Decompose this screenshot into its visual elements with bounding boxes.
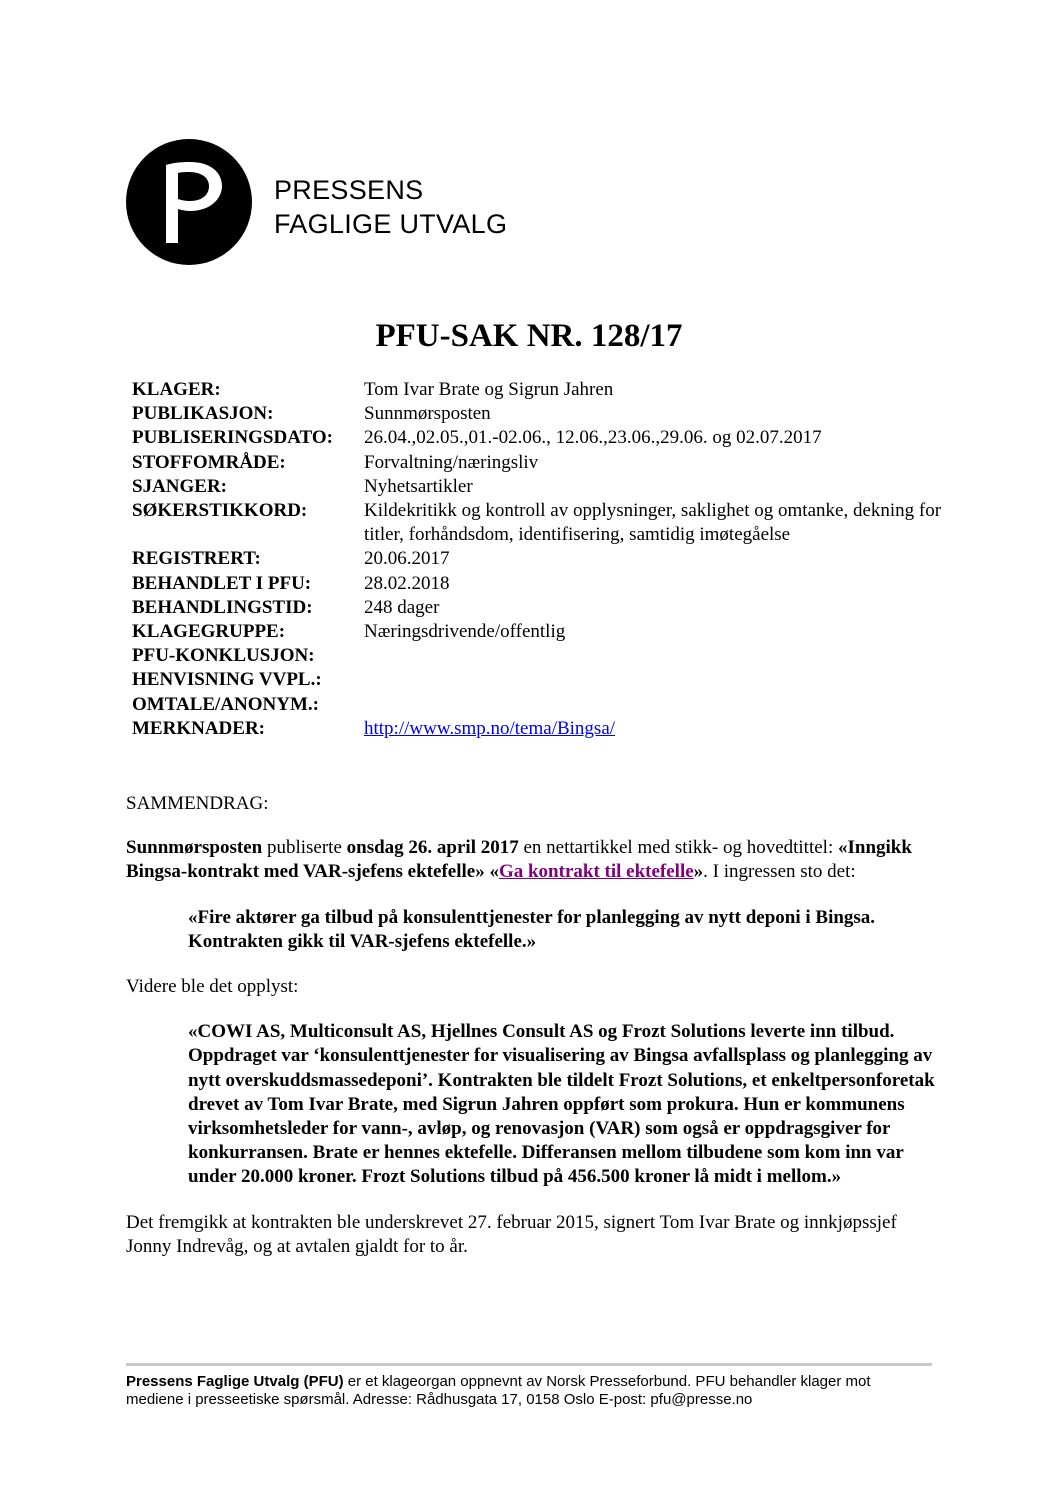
article-title-link[interactable]: Ga kontrakt til ektefelle <box>498 861 694 883</box>
meta-value: Nyhetsartikler <box>364 475 473 497</box>
pfu-p-logo-icon <box>126 139 252 265</box>
meta-row-publiseringsdato <box>132 426 952 450</box>
meta-value: 20.06.2017 <box>364 548 450 570</box>
footer-text: er et klageorgan oppnevnt av Norsk Presseforbund. PFU behandler klager mot mediene i presseetiske spørsmål. Adresse: Rådhusgata 17, 0158 Oslo E-post: pfu@presse.no <box>126 1373 871 1408</box>
article-headline: «Inngikk Bingsa-kontrakt med VAR-sjefens ektefelle» <box>126 837 912 883</box>
meta-row-merknader <box>132 717 952 741</box>
meta-value <box>364 717 952 741</box>
text-run: en nettartikkel med stikk- og hovedtittel: <box>518 837 838 859</box>
logo-wordmark <box>274 173 507 241</box>
meta-value <box>364 668 952 692</box>
block-quote-2: «COWI AS, Multiconsult AS, Hjellnes Consult AS og Frozt Solutions leverte inn tilbud. Oppdraget var ‘konsulenttjenester for visualisering av Bingsa avfallsplass og planlegging av nytt overskuddsmassedeponi’. Kontrakten ble tildelt Frozt Solutions, et enkeltpersonforetak drevet av Tom Ivar Brate, med Sigrun Jahren oppført som prokura. Hun er kommunens virksomhetsleder for vann-, avløp, og renovasjon (VAR) som også er oppdragsgiver for konkurransen. Brate er hennes ektefelle. Differansen mellom tilbudene som kom inn var under 20.000 kroner. Frozt Solutions tilbud på 456.500 kroner lå midt i mellom.» <box>188 1021 935 1188</box>
meta-value: Næringsdrivende/offentlig <box>364 621 566 643</box>
meta-row-klagegruppe <box>132 620 952 644</box>
document-body <box>126 792 936 1280</box>
summary-paragraph-3: Det fremgikk at kontrakten ble underskrevet 27. februar 2015, signert Tom Ivar Brate og innkjøpssjef Jonny Indrevåg, og at avtalen gjaldt for to år. <box>126 1211 897 1257</box>
meta-row-sokerstikkord <box>132 499 952 547</box>
meta-row-omtale <box>132 693 952 717</box>
case-metadata <box>132 378 952 741</box>
text-run: . I ingressen sto det: <box>703 861 856 883</box>
meta-row-stoffomrade <box>132 451 952 475</box>
meta-key: HENVISNING VVPL.: <box>132 669 322 691</box>
publication-name: Sunnmørsposten <box>126 837 263 859</box>
summary-paragraph-2: Videre ble det opplyst: <box>126 976 299 998</box>
summary-paragraph-1 <box>126 836 936 884</box>
meta-value: Forvaltning/næringsliv <box>364 451 539 473</box>
meta-row-behandlet <box>132 572 952 596</box>
footer-divider <box>126 1363 932 1366</box>
meta-row-klager <box>132 378 952 402</box>
meta-value: Sunnmørsposten <box>364 403 491 425</box>
text-run: publiserte <box>262 837 347 859</box>
meta-value: Tom Ivar Brate og Sigrun Jahren <box>364 379 614 400</box>
block-quote-1: «Fire aktører ga tilbud på konsulenttjenester for planlegging av nytt deponi i Bingsa. Kontrakten gikk til VAR-sjefens ektefelle.» <box>188 906 876 952</box>
meta-value: 28.02.2018 <box>364 572 450 594</box>
quote-close: » <box>693 861 704 883</box>
meta-key: PUBLIKASJON: <box>132 403 274 425</box>
footer-org: Pressens Faglige Utvalg (PFU) <box>126 1373 344 1390</box>
meta-row-publikasjon <box>132 402 952 426</box>
section-heading: SAMMENDRAG: <box>126 793 269 814</box>
meta-key: SØKERSTIKKORD: <box>132 500 308 522</box>
meta-key: KLAGEGRUPPE: <box>132 621 286 643</box>
case-title: PFU-SAK NR. 128/17 <box>375 318 683 354</box>
meta-value: Kildekritikk og kontroll av opplysninger, saklighet og omtanke, dekning for titler, forhåndsdom, identifisering, samtidig imøtegåelse <box>364 500 942 546</box>
publish-date: onsdag 26. april 2017 <box>346 837 519 859</box>
meta-value: 248 dager <box>364 596 440 618</box>
meta-key: REGISTRERT: <box>132 548 261 570</box>
meta-row-behandlingstid <box>132 596 952 620</box>
meta-key: KLAGER: <box>132 379 221 400</box>
logo-line-1: PRESSENS <box>274 175 424 205</box>
meta-key: OMTALE/ANONYM.: <box>132 693 319 715</box>
meta-key: SJANGER: <box>132 475 228 497</box>
meta-value <box>364 644 952 668</box>
meta-key: MERKNADER: <box>132 717 265 739</box>
meta-key: PFU-KONKLUSJON: <box>132 645 315 667</box>
quote-open: « <box>489 861 499 883</box>
meta-row-registrert <box>132 547 952 571</box>
logo-line-2: FAGLIGE UTVALG <box>274 209 508 239</box>
meta-key: BEHANDLET I PFU: <box>132 572 312 594</box>
meta-row-konklusjon <box>132 644 952 668</box>
meta-key: PUBLISERINGSDATO: <box>132 427 333 449</box>
footer <box>126 1373 932 1409</box>
meta-row-sjanger <box>132 475 952 499</box>
meta-value: 26.04.,02.05.,01.-02.06., 12.06.,23.06.,29.06. og 02.07.2017 <box>364 427 822 449</box>
meta-row-henvisning <box>132 668 952 692</box>
meta-key: BEHANDLINGSTID: <box>132 596 313 618</box>
merknader-link[interactable]: http://www.smp.no/tema/Bingsa/ <box>364 717 616 739</box>
meta-value <box>364 693 952 717</box>
meta-key: STOFFOMRÅDE: <box>132 451 286 473</box>
